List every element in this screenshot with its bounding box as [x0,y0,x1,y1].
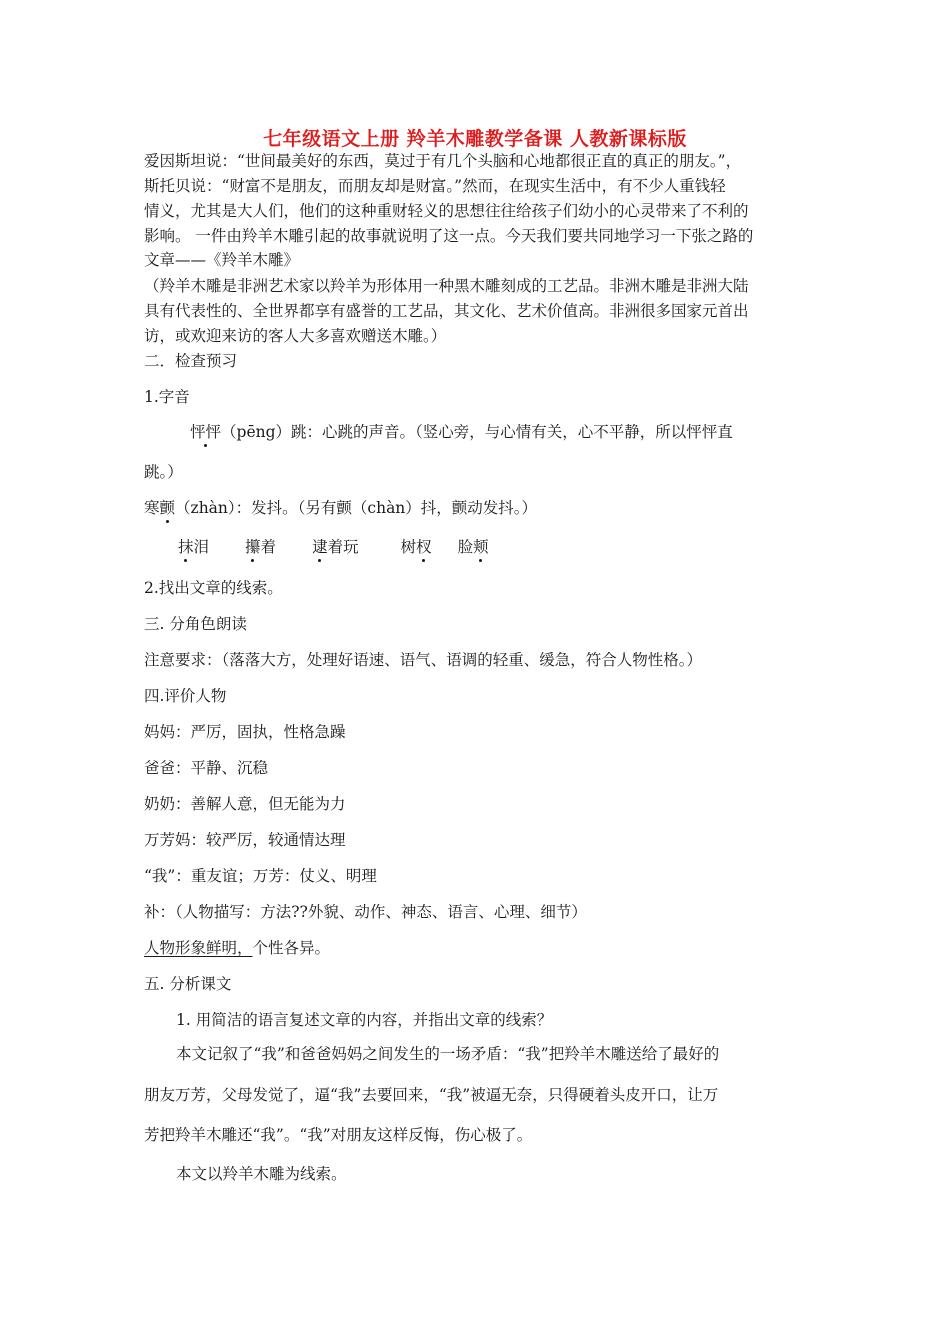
subheading-pronunciation: 1.字音 [144,388,190,406]
intro-line: 斯托贝说：“财富不是朋友，而朋友却是财富。”然而，在现实生活中，有不少人重钱轻 [144,177,726,195]
section-heading-2: 二．检查预习 [144,352,238,370]
vocab-words [178,537,525,557]
plain-char: 脸 [457,538,474,556]
vocab-word [178,537,209,557]
dotted-char: 攥 [245,538,261,556]
clue-statement: 本文以羚羊木雕为线索。 [176,1165,347,1183]
underlined-text: 人物形象鲜明， [144,939,253,957]
plain-char: 着 [260,538,277,556]
answer-line: 朋友万芳，父母发觉了，逼“我”去要回来，“我”被逼无奈，只得硬着头皮开口，让万 [144,1086,719,1104]
page-title: 七年级语文上册 羚羊木雕教学备课 人教新课标版 [263,128,687,150]
vocab-word [401,537,432,557]
character-summary [144,938,330,958]
intro-line: 情义，尤其是大人们，他们的这种重财轻义的思想往往给孩子们幼小的心灵带来了不利的 [144,202,749,220]
intro-line: （羚羊木雕是非洲艺术家以羚羊为形体用一种黑木雕刻成的工艺品。非洲木雕是非洲大陆 [144,277,749,295]
pronunciation-peng-cont: 跳。） [144,463,183,481]
section-heading-4: 四.评价人物 [144,687,227,705]
character-item: 爸爸：平静、沉稳 [144,759,269,777]
dotted-char: 抹 [178,538,194,556]
plain-char: 寒 [144,499,160,517]
dotted-char: 逮 [312,538,328,556]
section-heading-3: 三. 分角色朗读 [144,615,247,633]
character-item: 补：（人物描写：方法??外貌、动作、神态、语言、心理、细节） [144,903,587,921]
answer-line: 本文记叙了“我”和爸爸妈妈之间发生的一场矛盾：“我”把羚羊木雕送给了最好的 [176,1045,720,1063]
vocab-word [245,537,276,557]
reading-note: 注意要求：（落落大方，处理好语速、语气、语调的轻重、缓急，符合人物性格。） [144,651,703,669]
character-item: 妈妈：严厉，固执，性格急躁 [144,723,346,741]
character-item: “我”：重友谊；万芳：仗义、明理 [144,867,377,885]
plain-char: 泪 [193,538,210,556]
subheading-clue: 2.找出文章的线索。 [144,579,283,597]
intro-line: 影响。 一件由羚羊木雕引起的故事就说明了这一点。今天我们要共同地学习一下张之路的 [144,227,754,245]
character-item: 奶奶：善解人意，但无能为力 [144,795,346,813]
section-heading-5: 五. 分析课文 [144,975,232,993]
character-item: 万芳妈：较严厉，较通情达理 [144,831,346,849]
question-1: 1. 用简洁的语言复述文章的内容，并指出文章的线索？ [176,1011,553,1029]
dotted-char: 怦怦 [190,423,222,441]
vocab-word [458,537,489,557]
pronunciation-peng [190,422,733,442]
answer-line: 芳把羚羊木雕还“我”。“我”对朋友这样反悔，伤心极了。 [144,1126,533,1144]
intro-line: 爱因斯坦说：“世间最美好的东西，莫过于有几个头脑和心地都很正直的真正的朋友。”， [144,152,742,170]
summary-rest: 个性各异。 [252,939,331,957]
plain-char: 着玩 [327,538,359,556]
pronunciation-text: （pēng）跳：心跳的声音。（竖心旁，与心情有关，心不平静，所以怦怦直 [221,423,733,441]
dotted-char: 颤 [159,499,176,517]
pronunciation-text: （zhàn）：发抖。（另有颤（chàn）抖，颤动发抖。） [175,499,538,517]
vocab-word [312,537,359,557]
pronunciation-zhan [144,498,537,518]
dotted-char: 颊 [473,538,489,556]
intro-line: 文章——《羚羊木雕》 [144,251,300,269]
dotted-char: 杈 [416,538,432,556]
plain-char: 树 [400,538,417,556]
intro-line: 具有代表性的、全世界都享有盛誉的工艺品，其文化、艺术价值高。非洲很多国家元首出 [144,302,749,320]
intro-line: 访，或欢迎来访的客人大多喜欢赠送木雕。） [144,327,447,345]
